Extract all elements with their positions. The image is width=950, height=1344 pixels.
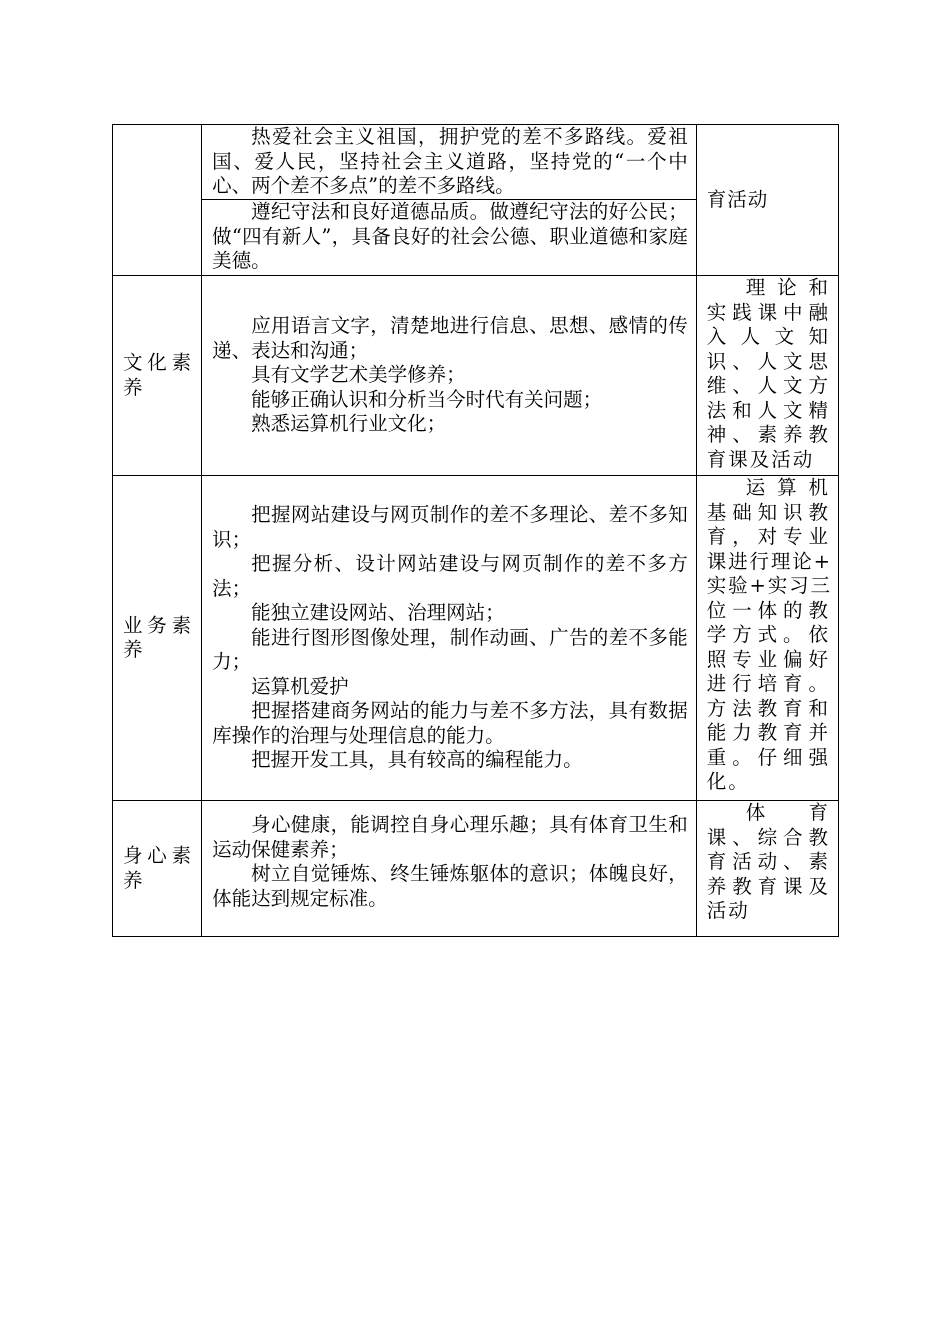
category-label: 业务素养 <box>123 613 196 661</box>
method-line: 能力教育并 <box>706 721 830 744</box>
method-line: 维、人文方 <box>706 374 830 397</box>
category-cell-culture <box>113 276 202 476</box>
content-paragraph: 遵纪守法和良好道德品质。做遵纪守法的好公民；做“四有新人”，具备良好的社会公德、职业道德和家庭美德。 <box>212 200 688 272</box>
content-paragraph: 能进行图形图像处理，制作动画、广告的差不多能力； <box>212 625 688 674</box>
table-row-business <box>113 476 839 801</box>
category-label: 文化素养 <box>123 351 196 399</box>
table-row-body-mind <box>113 801 839 937</box>
content-paragraph: 具有文学艺术美学修养； <box>251 363 466 387</box>
method-line: 基础知识教 <box>706 500 830 524</box>
category-label: 身心素养 <box>123 844 196 892</box>
method-line: 进行培育。 <box>706 672 830 695</box>
method-line: 课进行理论+ <box>706 549 830 573</box>
content-block <box>202 125 696 199</box>
method-line: 神、素养教 <box>706 423 830 446</box>
content-paragraph: 把握搭建商务网站的能力与差不多方法，具有数据库操作的治理与处理信息的能力。 <box>212 699 688 747</box>
category-cell-body-mind <box>113 801 202 937</box>
method-line: 课、综合教 <box>706 825 830 849</box>
content-paragraph: 运算机爱护 <box>251 674 349 698</box>
method-line: 育，对专业 <box>706 525 830 548</box>
content-cell-political <box>202 125 697 276</box>
method-line: 运算机 <box>745 476 830 499</box>
method-line: 实践课中融 <box>706 300 830 324</box>
method-line: 学方式。依 <box>706 623 830 646</box>
method-line: 养教育课及 <box>706 874 830 898</box>
category-cell-business <box>113 476 202 801</box>
content-paragraph: 树立自觉锤炼、终生锤炼躯体的意识；体魄良好，体能达到规定标准。 <box>212 862 688 910</box>
content-paragraph: 能独立建设网站、治理网站； <box>251 601 505 625</box>
content-paragraph: 能够正确认识和分析当今时代有关问题； <box>251 387 603 411</box>
method-cell-culture <box>696 276 838 476</box>
content-block <box>202 199 696 275</box>
method-line: 照专业偏好 <box>706 647 830 671</box>
method-line: 方法教育和 <box>706 696 830 720</box>
content-paragraph: 把握网站建设与网页制作的差不多理论、差不多知识； <box>212 503 688 551</box>
content-cell-body-mind <box>202 801 697 937</box>
method-line: 化。 <box>706 770 750 793</box>
content-paragraph: 熟悉运算机行业文化； <box>251 412 447 436</box>
content-paragraph: 身心健康，能调控自身心理乐趣；具有体育卫生和运动保健素养； <box>212 813 688 861</box>
method-line: 位一体的教 <box>706 598 830 622</box>
method-cell-political <box>696 125 838 276</box>
method-cell-body-mind <box>696 801 838 937</box>
method-line: 活动 <box>706 899 750 922</box>
method-line: 重。仔细强 <box>706 745 830 769</box>
category-cell-political <box>113 125 202 276</box>
content-paragraph: 把握分析、设计网站建设与网页制作的差不多方法； <box>212 552 688 600</box>
content-paragraph: 把握开发工具，具有较高的编程能力。 <box>251 748 583 772</box>
table-row-political <box>113 125 839 276</box>
table-row-culture <box>113 276 839 476</box>
content-paragraph: 热爱社会主义祖国，拥护党的差不多路线。爱祖国、爱人民，坚持社会主义道路，坚持党的“一个中心、两个差不多点”的差不多路线。 <box>212 125 688 197</box>
content-cell-culture <box>202 276 697 476</box>
content-paragraph: 应用语言文字，清楚地进行信息、思想、感情的传递、表达和沟通； <box>212 314 688 362</box>
method-line: 育课及活动 <box>706 447 815 471</box>
method-line: 体育 <box>745 801 830 824</box>
method-text: 育活动 <box>706 187 769 211</box>
method-cell-business <box>696 476 838 801</box>
method-line: 法和人文精 <box>706 398 830 422</box>
method-line: 实验+实习三 <box>706 574 830 597</box>
method-line: 识、人文思 <box>706 349 830 373</box>
curriculum-table <box>112 124 839 937</box>
method-line: 理论和 <box>745 276 830 299</box>
method-line: 育活动、素 <box>706 850 830 873</box>
method-line: 入人文知 <box>706 325 830 348</box>
content-cell-business <box>202 476 697 801</box>
